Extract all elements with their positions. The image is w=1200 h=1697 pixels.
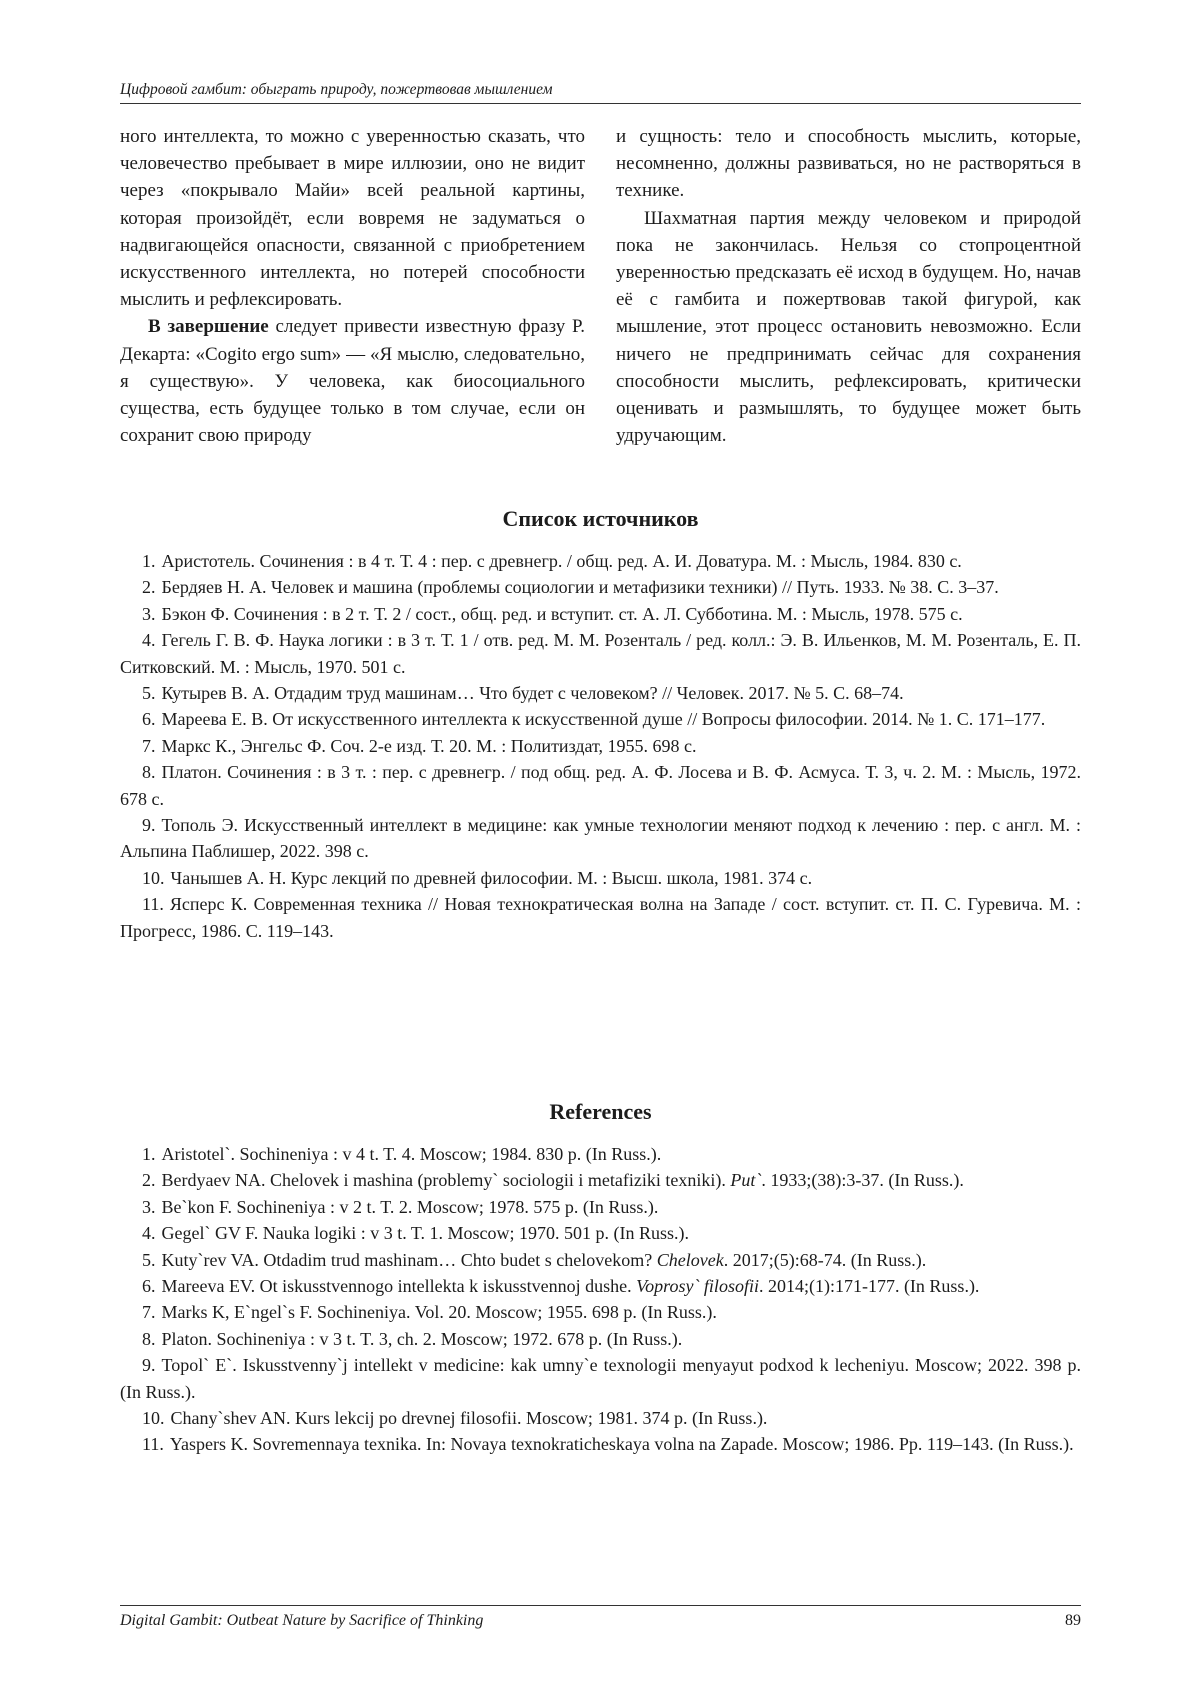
source-text: Мареева Е. В. От искусственного интеллекта к искусственной душе // Вопросы философии. 2014. № 1. С. 171–177. (161, 709, 1046, 730)
reference-details: . 2014;(1):171-177. (In Russ.). (758, 1276, 980, 1297)
source-item (120, 812, 1081, 865)
source-item (120, 601, 1081, 627)
sources-list (120, 548, 1081, 944)
right-paragraph-2: Шахматная партия между человеком и природой пока не закончилась. Нельзя со стопроцентной уверенностью предсказать её исход в будущем. Но, начав её с гамбита и пожертвовав такой фигурой, как мышление, этот процесс остановить невозможно. Если ничего не предпринимать сейчас для сохранения способности мыслить, рефлексировать, критически оценивать и размышлять, то будущее может быть удручающим. (616, 207, 1081, 447)
running-header (120, 80, 1081, 104)
references-list (120, 1141, 1081, 1458)
source-item (120, 548, 1081, 574)
source-item (120, 759, 1081, 812)
reference-text: Chany`shev AN. Kurs lekcij po drevnej filosofii. Moscow; 1981. 374 p. (In Russ.). (170, 1408, 768, 1429)
source-number: 9. (142, 815, 156, 836)
source-number: 2. (142, 577, 156, 598)
source-text: Тополь Э. Искусственный интеллект в медицине: как умные технологии меняют подход к лечению : пер. с англ. М. : Альпина Паблишер, 2022. 398 с. (120, 815, 1081, 862)
source-item (120, 891, 1081, 944)
reference-text: Berdyaev NA. Chelovek i mashina (problemy` sociologii i metafiziki texniki). (161, 1170, 731, 1191)
source-text: Бердяев Н. А. Человек и машина (проблемы социологии и метафизики техники) // Путь. 1933. № 38. С. 3–37. (161, 577, 999, 598)
source-number: 8. (142, 762, 156, 783)
source-item (120, 733, 1081, 759)
reference-item (120, 1299, 1081, 1325)
source-item (120, 680, 1081, 706)
running-title: Цифровой гамбит: обыграть природу, пожертвовав мышлением (120, 81, 553, 98)
reference-item (120, 1167, 1081, 1193)
reference-journal: Put` (730, 1170, 762, 1191)
reference-number: 1. (142, 1144, 156, 1164)
references-heading: References (549, 1099, 652, 1124)
conclusion-lead: В завершение (148, 316, 269, 338)
source-number: 5. (142, 683, 156, 704)
left-paragraph-1: ного интеллекта, то можно с уверенностью сказать, что человечество пребывает в мире иллюзии, оно не видит через «покрывало Майи» всей реальной картины, которая произойдёт, если вовремя не задуматься о надвигающейся опасности, связанной с приобретением искусственного интеллекта, но потерей способности мыслить и рефлексировать. (120, 126, 585, 311)
left-paragraph-2 (120, 313, 585, 449)
page-footer (120, 1605, 1081, 1630)
source-number: 11. (142, 894, 164, 915)
source-number: 4. (142, 630, 156, 651)
reference-item (120, 1273, 1081, 1299)
reference-text: Gegel` GV F. Nauka logiki : v 3 t. T. 1. Moscow; 1970. 501 p. (In Russ.). (161, 1223, 690, 1244)
reference-number: 9. (142, 1355, 156, 1376)
reference-details: . 2017;(5):68-74. (In Russ.). (723, 1249, 927, 1270)
reference-number: 8. (142, 1328, 156, 1349)
source-text: Маркс К., Энгельс Ф. Соч. 2-е изд. Т. 20. М. : Политиздат, 1955. 698 с. (161, 735, 697, 756)
reference-item (120, 1141, 1081, 1167)
source-number: 7. (142, 735, 156, 756)
reference-item (120, 1220, 1081, 1246)
source-item (120, 574, 1081, 600)
source-text: Ясперс К. Современная техника // Новая технократическая волна на Западе / сост. вступит. ст. П. С. Гуревича. М. : Прогресс, 1986. С. 119–143. (120, 894, 1081, 941)
reference-number: 2. (142, 1170, 156, 1191)
reference-details: . 1933;(38):3-37. (In Russ.). (761, 1170, 964, 1191)
reference-text: Mareeva EV. Ot iskusstvennogo intellekta k iskusstvennoj dushe. (161, 1276, 637, 1297)
source-text: Бэкон Ф. Сочинения : в 2 т. Т. 2 / сост., общ. ред. и вступит. ст. А. Л. Субботина. М. : Мысль, 1978. 575 с. (161, 603, 963, 624)
reference-number: 5. (142, 1249, 156, 1270)
reference-text: Platon. Sochineniya : v 3 t. T. 3, ch. 2. Moscow; 1972. 678 p. (In Russ.). (161, 1328, 683, 1349)
right-column (616, 123, 1081, 449)
reference-number: 7. (142, 1302, 156, 1323)
reference-number: 3. (142, 1196, 156, 1217)
reference-item (120, 1405, 1081, 1431)
source-item (120, 706, 1081, 732)
reference-item (120, 1194, 1081, 1220)
source-text: Гегель Г. В. Ф. Наука логики : в 3 т. Т. 1 / отв. ред. М. М. Розенталь / ред. колл.: Э. В. Ильенков, М. М. Розенталь, Е. П. Ситковский. М. : Мысль, 1970. 501 с. (120, 630, 1081, 677)
reference-journal: Chelovek (656, 1249, 724, 1270)
reference-number: 10. (142, 1408, 165, 1429)
source-text: Аристотель. Сочинения : в 4 т. Т. 4 : пер. с древнегр. / общ. ред. А. И. Доватура. М. : Мысль, 1984. 830 с. (161, 551, 962, 571)
reference-text: Kuty`rev VA. Otdadim trud mashinam… Chto budet s chelovekom? (161, 1249, 657, 1270)
reference-text: Be`kon F. Sochineniya : v 2 t. T. 2. Moscow; 1978. 575 p. (In Russ.). (161, 1196, 659, 1217)
reference-text: Marks K, E`ngel`s F. Sochineniya. Vol. 20. Moscow; 1955. 698 p. (In Russ.). (161, 1302, 717, 1323)
source-text: Чанышев А. Н. Курс лекций по древней философии. М. : Высш. школа, 1981. 374 с. (170, 867, 813, 888)
page-number: 89 (1065, 1612, 1081, 1629)
reference-text: Aristotel`. Sochineniya : v 4 t. T. 4. Moscow; 1984. 830 p. (In Russ.). (161, 1144, 662, 1164)
sources-heading: Список источников (502, 506, 699, 531)
left-column (120, 123, 585, 449)
source-number: 6. (142, 709, 156, 730)
source-item (120, 627, 1081, 680)
reference-number: 4. (142, 1223, 156, 1244)
source-number: 3. (142, 603, 156, 624)
reference-item (120, 1431, 1081, 1457)
reference-number: 6. (142, 1276, 156, 1297)
source-number: 10. (142, 867, 165, 888)
conclusion-text: следует привести известную фразу Р. Декарта: «Cogito ergo sum» — «Я мыслю, следовательно, я существую». У человека, как биосоциального существа, есть будущее только в том случае, если он сохранит свою природу (120, 316, 585, 447)
reference-item (120, 1326, 1081, 1352)
reference-text: Topol` E`. Iskusstvenny`j intellekt v medicine: kak umny`e texnologii menyayut podxod k lecheniyu. Moscow; 2022. 398 p. (In Russ.). (120, 1355, 1081, 1402)
body-columns (120, 123, 1081, 449)
reference-text: Yaspers K. Sovremennaya texnika. In: Novaya texnokraticheskaya volna na Zapade. Moscow; 1986. Pp. 119–143. (In Russ.). (169, 1434, 1074, 1455)
reference-item (120, 1247, 1081, 1273)
reference-number: 11. (142, 1434, 164, 1455)
reference-journal: Voprosy` filosofii (636, 1276, 759, 1297)
source-text: Платон. Сочинения : в 3 т. : пер. с древнегр. / под общ. ред. А. Ф. Лосева и В. Ф. Асмуса. Т. 3, ч. 2. М. : Мысль, 1972. 678 с. (120, 762, 1081, 809)
footer-journal-title: Digital Gambit: Outbeat Nature by Sacrifice of Thinking (120, 1612, 484, 1629)
reference-item (120, 1352, 1081, 1405)
source-number: 1. (142, 551, 156, 571)
right-paragraph-1: и сущность: тело и способность мыслить, которые, несомненно, должны развиваться, но не растворяться в технике. (616, 126, 1081, 202)
source-item (120, 865, 1081, 891)
source-text: Кутырев В. А. Отдадим труд машинам… Что будет с человеком? // Человек. 2017. № 5. С. 68–74. (161, 683, 904, 704)
